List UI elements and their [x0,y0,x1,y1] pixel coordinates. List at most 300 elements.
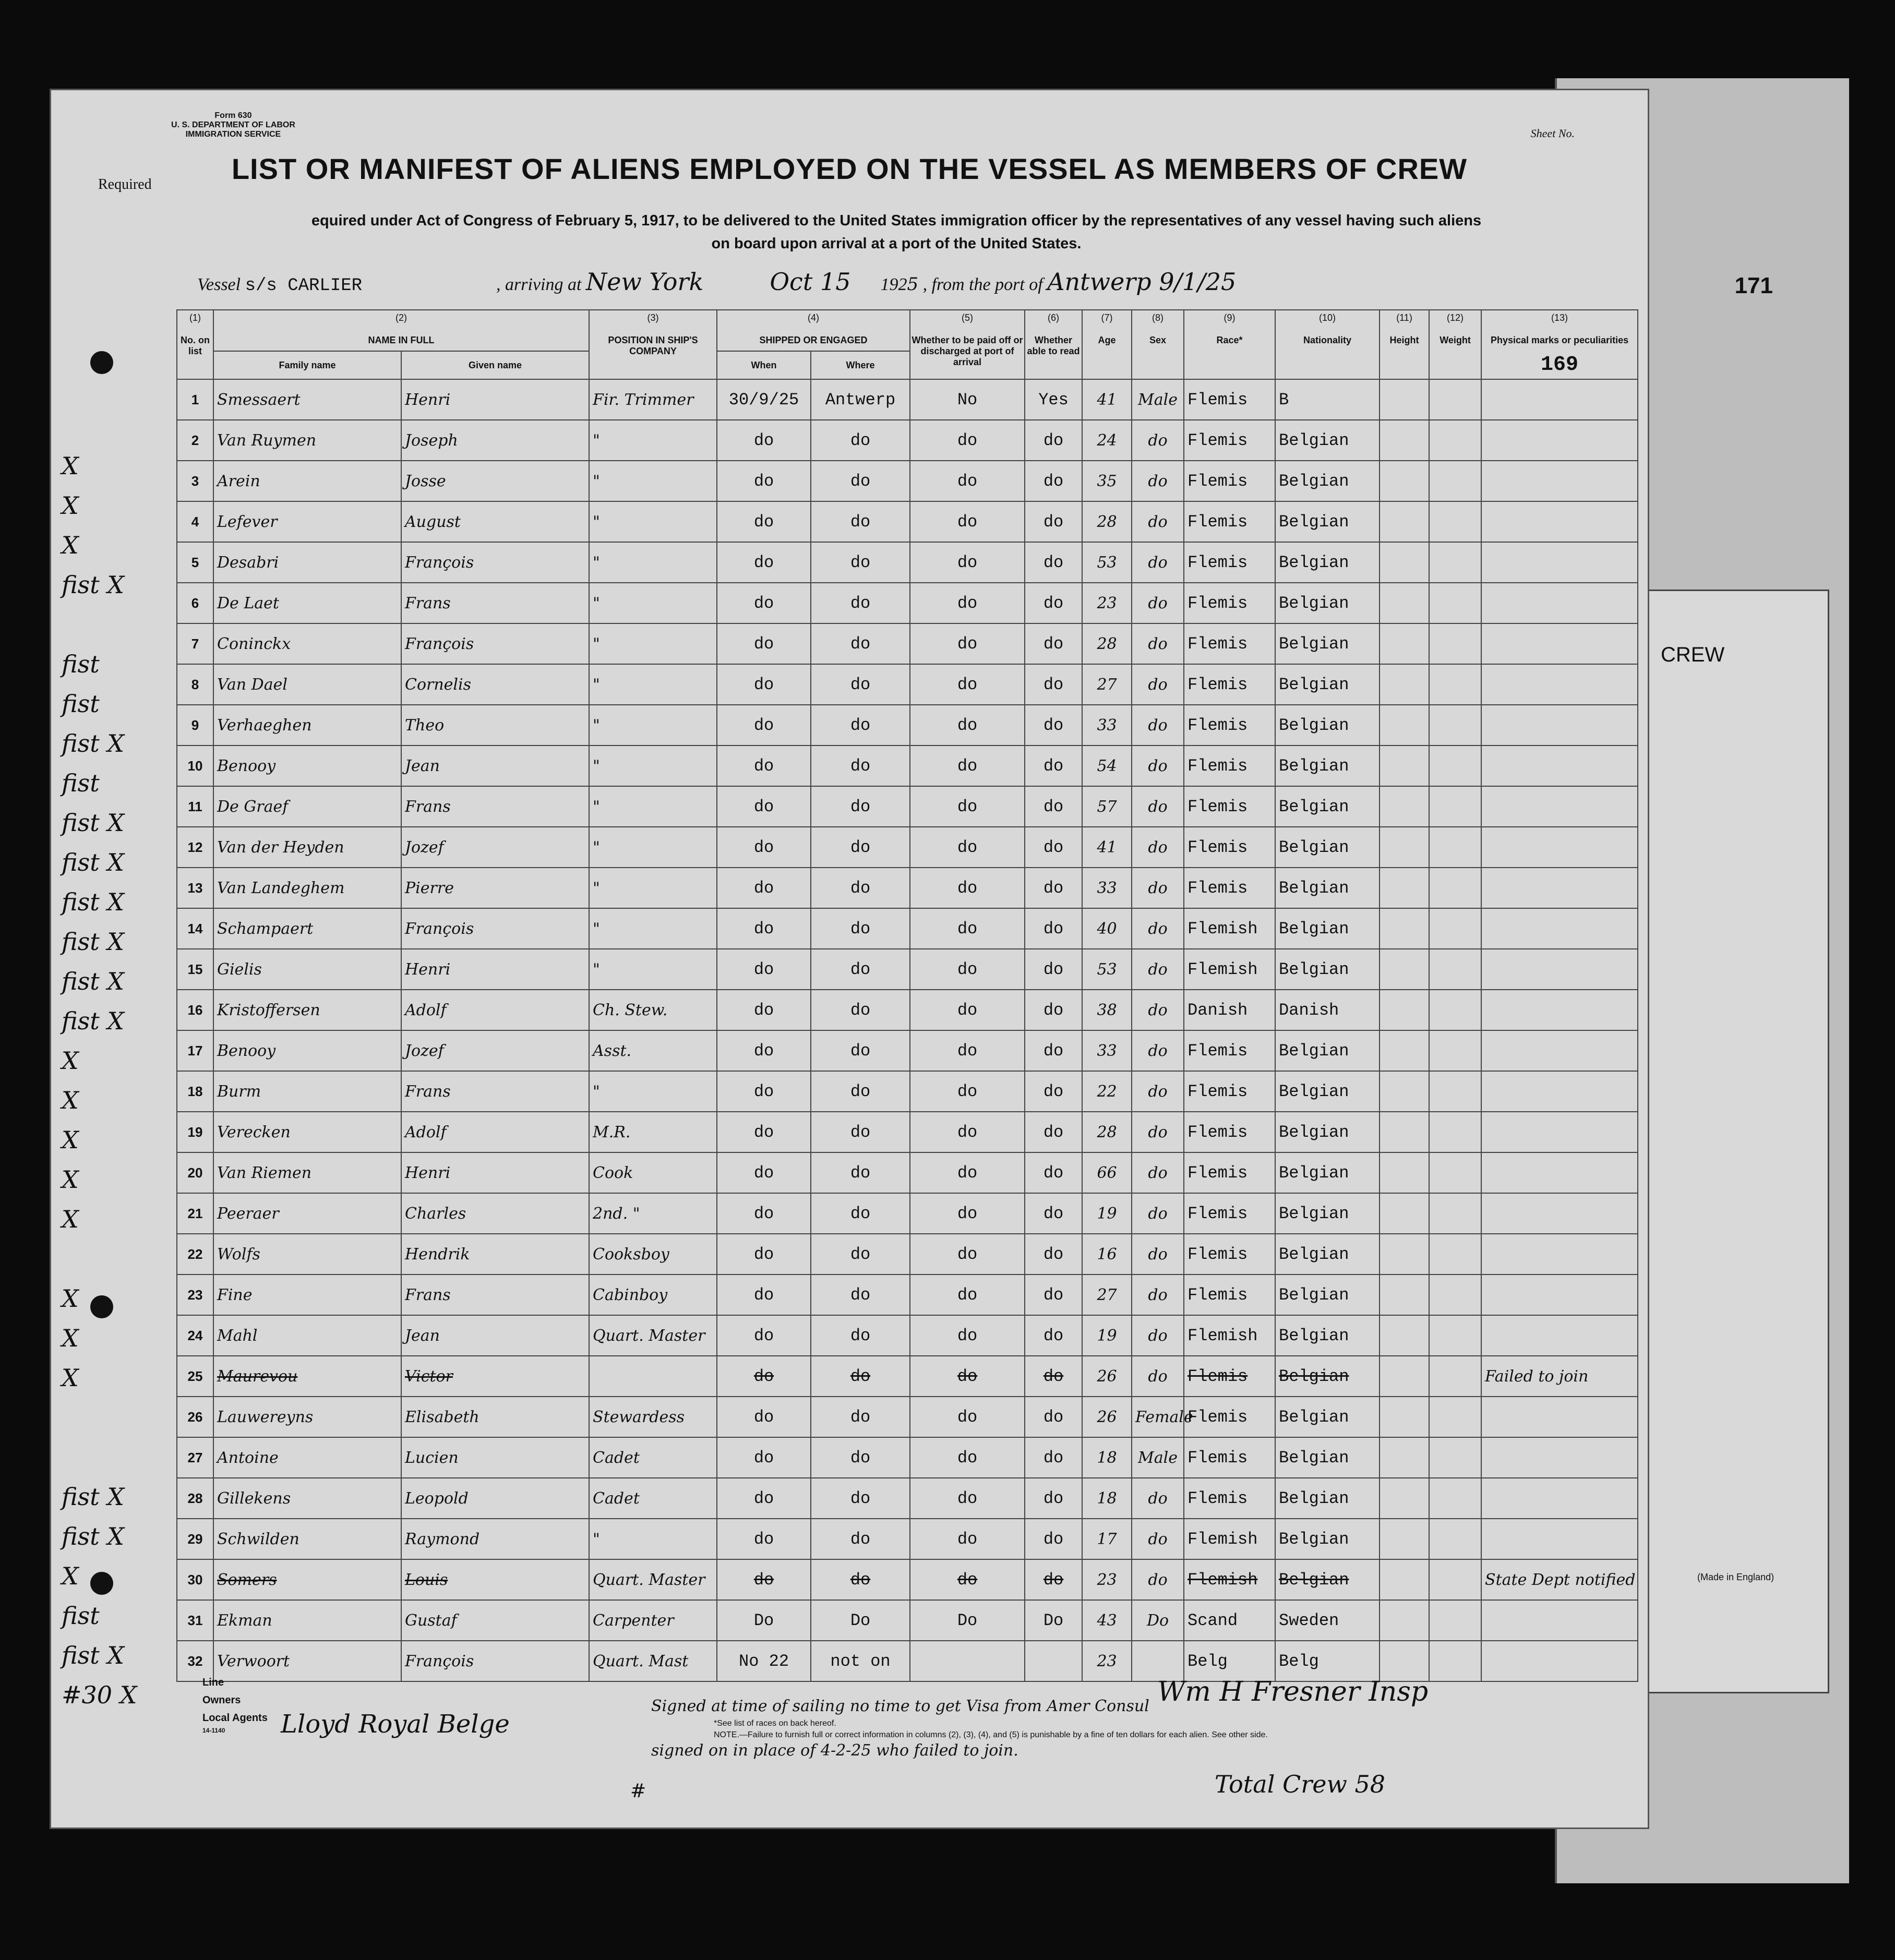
given-name-cell: Cornelis [401,664,589,705]
age-cell: 35 [1082,461,1132,501]
shipped-where-cell: do [811,827,910,868]
row-number-cell: 15 [177,949,213,990]
family-name-cell: De Laet [213,583,401,623]
age-cell: 40 [1082,908,1132,949]
shipped-when-cell: do [717,990,811,1030]
age-cell: 17 [1082,1519,1132,1559]
given-name-cell: Jozef [401,1030,589,1071]
weight-cell [1429,1641,1481,1681]
col-number: (2) [395,312,407,323]
race-cell: Flemis [1184,1234,1275,1274]
shipped-where-cell: do [811,1356,910,1397]
position-cell: " [589,461,717,501]
family-name-cell: Mahl [213,1315,401,1356]
underlay-made-label: (Made in England) [1697,1572,1774,1582]
sex-cell: do [1132,461,1184,501]
family-name-cell: Somers [213,1559,401,1600]
physical-marks-cell [1481,1112,1638,1152]
shipped-when-cell: do [717,1356,811,1397]
col-number: (5) [962,312,974,323]
shipped-where-cell: do [811,1030,910,1071]
sex-cell: Female [1132,1397,1184,1437]
margin-mark: X [62,1126,79,1154]
height-cell [1380,1559,1429,1600]
crew-row [177,379,1638,420]
sex-cell: do [1132,868,1184,908]
subtitle-line-1: equired under Act of Congress of February 5, 1917, to be delivered to the United States immigration officer by the representatives of any vessel having such aliens [311,212,1482,229]
height-cell [1380,583,1429,623]
family-name-cell: Gielis [213,949,401,990]
age-cell: 18 [1082,1478,1132,1519]
shipped-when-cell: do [717,420,811,461]
able-to-read-cell: do [1025,1559,1082,1600]
margin-mark: fist X [62,729,125,757]
family-name-cell: Van der Heyden [213,827,401,868]
arrival-port: New York [585,268,704,296]
weight-cell [1429,1071,1481,1112]
given-name-cell: Gustaf [401,1600,589,1641]
row-number-cell: 30 [177,1559,213,1600]
sex-cell: do [1132,745,1184,786]
age-cell: 24 [1082,420,1132,461]
position-cell: " [589,583,717,623]
nationality-cell: Belgian [1275,1397,1380,1437]
shipped-when-cell: do [717,664,811,705]
able-to-read-cell: do [1025,1356,1082,1397]
shipped-when-cell: do [717,623,811,664]
nationality-cell: Belgian [1275,1519,1380,1559]
shipped-where-cell: do [811,1274,910,1315]
crew-row [177,1356,1638,1397]
age-cell: 26 [1082,1397,1132,1437]
shipped-where-cell: Antwerp [811,379,910,420]
position-cell: " [589,420,717,461]
height-cell [1380,908,1429,949]
row-number-cell: 29 [177,1519,213,1559]
age-cell: 19 [1082,1315,1132,1356]
height-cell [1380,1519,1429,1559]
able-to-read-cell: Yes [1025,379,1082,420]
sex-cell: do [1132,1112,1184,1152]
position-cell: Cooksboy [589,1234,717,1274]
physical-marks-cell [1481,623,1638,664]
age-cell: 53 [1082,542,1132,583]
col-number: (12) [1447,312,1464,323]
shipped-when-cell: do [717,705,811,745]
paid-off-cell: do [910,583,1025,623]
vessel-line [197,268,1236,296]
shipped-when-cell: Do [717,1600,811,1641]
position-cell: " [589,745,717,786]
given-name-cell: Henri [401,949,589,990]
col-number: (8) [1152,312,1164,323]
paid-off-cell: do [910,1437,1025,1478]
age-cell: 23 [1082,1641,1132,1681]
col-label: No. on list [181,335,210,356]
position-cell: " [589,705,717,745]
age-cell: 22 [1082,1071,1132,1112]
weight-cell [1429,786,1481,827]
shipped-when-cell: No 22 [717,1641,811,1681]
sex-cell: do [1132,949,1184,990]
total-crew-note: Total Crew 58 [1215,1770,1385,1798]
able-to-read-cell: do [1025,461,1082,501]
weight-cell [1429,461,1481,501]
height-cell [1380,379,1429,420]
col-label: Height [1389,335,1419,345]
paid-off-cell: do [910,1193,1025,1234]
able-to-read-cell: Do [1025,1600,1082,1641]
sex-cell: do [1132,1152,1184,1193]
shipped-when-cell: do [717,1193,811,1234]
col-label: Age [1098,335,1116,345]
age-cell: 18 [1082,1437,1132,1478]
physical-marks-cell [1481,990,1638,1030]
age-cell: 41 [1082,827,1132,868]
given-name-cell: Jean [401,745,589,786]
position-cell: Cabinboy [589,1274,717,1315]
position-cell: " [589,949,717,990]
paid-off-cell: do [910,1152,1025,1193]
able-to-read-cell: do [1025,623,1082,664]
underlay-crew-label: CREW [1661,643,1725,666]
sex-cell: Male [1132,1437,1184,1478]
weight-cell [1429,1152,1481,1193]
margin-mark: fist X [62,1483,125,1511]
physical-marks-cell [1481,786,1638,827]
race-cell: Flemis [1184,623,1275,664]
row-number-cell: 3 [177,461,213,501]
year-suffix: 5 [907,274,919,295]
sex-cell: Male [1132,379,1184,420]
shipped-when-cell: do [717,1437,811,1478]
given-name-cell: Hendrik [401,1234,589,1274]
physical-marks-cell [1481,664,1638,705]
family-name-cell: Desabri [213,542,401,583]
able-to-read-cell: do [1025,542,1082,583]
able-to-read-cell: do [1025,786,1082,827]
col-height-header [1380,310,1429,379]
weight-cell [1429,1193,1481,1234]
paid-off-cell: do [910,1397,1025,1437]
given-name-cell: François [401,908,589,949]
col-sex-header [1132,310,1184,379]
shipped-where-cell: do [811,1397,910,1437]
row-number-cell: 23 [177,1274,213,1315]
race-cell: Flemish [1184,1559,1275,1600]
age-cell: 33 [1082,1030,1132,1071]
nationality-cell: Belgian [1275,420,1380,461]
sex-cell: do [1132,664,1184,705]
crew-row [177,583,1638,623]
margin-mark: X [62,531,79,559]
given-name-cell: Henri [401,379,589,420]
punch-hole [90,351,113,374]
physical-marks-cell [1481,908,1638,949]
physical-marks-cell [1481,542,1638,583]
nationality-cell: Belgian [1275,501,1380,542]
shipped-when-cell: do [717,461,811,501]
given-name-cell: François [401,623,589,664]
form-code: 14-1140 [202,1727,225,1734]
position-cell: " [589,542,717,583]
paid-off-cell: do [910,908,1025,949]
given-name-cell: Frans [401,1071,589,1112]
crew-row [177,420,1638,461]
footnote [714,1718,1522,1741]
sex-cell: do [1132,705,1184,745]
shipped-where-cell: do [811,542,910,583]
shipped-where-cell: do [811,1071,910,1112]
margin-mark: X [62,1165,79,1194]
weight-cell [1429,501,1481,542]
crew-table-wrapper [176,309,1637,1671]
shipped-where-cell: do [811,949,910,990]
height-cell [1380,745,1429,786]
nationality-cell: Belgian [1275,1437,1380,1478]
physical-marks-cell [1481,1315,1638,1356]
race-cell: Flemis [1184,1152,1275,1193]
inspector-signature: Wm H Fresner Insp [1157,1676,1429,1708]
family-name-cell: Antoine [213,1437,401,1478]
manifest-subtitle [218,209,1575,255]
physical-marks-cell: State Dept notified [1481,1559,1638,1600]
punch-hole [90,1295,113,1318]
sex-cell: do [1132,1478,1184,1519]
weight-cell [1429,868,1481,908]
shipped-where-cell: do [811,1315,910,1356]
age-cell: 23 [1082,583,1132,623]
col-label: Whether to be paid off or discharged at port of arrival [911,335,1023,367]
physical-marks-cell [1481,583,1638,623]
race-cell: Belg [1184,1641,1275,1681]
crew-row [177,1397,1638,1437]
crew-row [177,1234,1638,1274]
col-label: Whether able to read [1027,335,1080,356]
sex-cell: do [1132,1193,1184,1234]
shipped-when-cell: do [717,868,811,908]
position-cell: " [589,827,717,868]
paid-off-cell: do [910,420,1025,461]
height-cell [1380,461,1429,501]
family-name-cell: Coninckx [213,623,401,664]
paid-off-cell: Do [910,1600,1025,1641]
fine-note: NOTE.—Failure to furnish full or correct information in columns (2), (3), (4), and (5) is punishable by a fine of ten dollars for each alien. See other side. [714,1730,1268,1739]
col-number: (6) [1048,312,1060,323]
row-number-cell: 8 [177,664,213,705]
col-number: (11) [1396,312,1412,323]
shipped-where-cell: do [811,420,910,461]
sex-cell: do [1132,1234,1184,1274]
height-cell [1380,501,1429,542]
shipped-when-cell: do [717,1030,811,1071]
given-name-header: Given name [401,351,589,379]
given-name-cell: Frans [401,786,589,827]
row-number-cell: 10 [177,745,213,786]
row-number-cell: 21 [177,1193,213,1234]
given-name-cell: Joseph [401,420,589,461]
race-cell: Flemis [1184,1356,1275,1397]
position-cell: " [589,1519,717,1559]
col-race-header [1184,310,1275,379]
when-header: When [717,351,811,379]
sex-cell: do [1132,1071,1184,1112]
given-name-cell: Frans [401,583,589,623]
age-cell: 33 [1082,705,1132,745]
row-number-cell: 5 [177,542,213,583]
margin-mark: fist X [62,809,125,837]
margin-mark: fist [62,690,100,718]
shipped-when-cell: do [717,1274,811,1315]
race-cell: Flemis [1184,542,1275,583]
position-cell: Cadet [589,1478,717,1519]
margin-mark: X [62,1324,79,1352]
crew-row [177,1315,1638,1356]
height-cell [1380,1193,1429,1234]
sheet-number-label: Sheet No. [1530,127,1575,140]
physical-marks-cell [1481,1274,1638,1315]
position-cell: Cadet [589,1437,717,1478]
height-cell [1380,542,1429,583]
weight-cell [1429,1437,1481,1478]
weight-cell [1429,1234,1481,1274]
height-cell [1380,1152,1429,1193]
col-number: (7) [1101,312,1113,323]
sex-cell: do [1132,827,1184,868]
paid-off-cell: do [910,623,1025,664]
col-number: (9) [1224,312,1236,323]
given-name-cell: Jozef [401,827,589,868]
margin-mark: X [62,1284,79,1313]
given-name-cell: Lucien [401,1437,589,1478]
margin-mark: fist X [62,1007,125,1035]
margin-mark: fist X [62,888,125,916]
table-header-row [177,310,1638,351]
sex-cell: do [1132,542,1184,583]
nationality-cell: Belgian [1275,1274,1380,1315]
position-cell: M.R. [589,1112,717,1152]
sex-cell: do [1132,623,1184,664]
paid-off-cell: do [910,868,1025,908]
paid-off-cell: do [910,664,1025,705]
shipped-when-cell: do [717,1112,811,1152]
able-to-read-cell: do [1025,1437,1082,1478]
position-cell: Quart. Mast [589,1641,717,1681]
shipped-when-cell: do [717,949,811,990]
family-name-cell: Benooy [213,1030,401,1071]
sex-cell: do [1132,786,1184,827]
row-number-cell: 7 [177,623,213,664]
given-name-cell: August [401,501,589,542]
shipped-when-cell: do [717,1315,811,1356]
height-cell [1380,1600,1429,1641]
able-to-read-cell: do [1025,420,1082,461]
able-to-read-cell: do [1025,1397,1082,1437]
age-cell: 28 [1082,623,1132,664]
races-note: *See list of races on back hereof. [714,1719,836,1728]
col-number: (4) [808,312,820,323]
family-name-cell: Van Riemen [213,1152,401,1193]
able-to-read-cell: do [1025,1315,1082,1356]
family-name-cell: Van Landeghem [213,868,401,908]
sex-cell: do [1132,1315,1184,1356]
race-cell: Flemish [1184,1519,1275,1559]
race-cell: Flemis [1184,664,1275,705]
form-header [171,111,295,139]
able-to-read-cell: do [1025,1274,1082,1315]
family-name-cell: Smessaert [213,379,401,420]
family-name-cell: Lauwereyns [213,1397,401,1437]
height-cell [1380,623,1429,664]
race-cell: Flemish [1184,1315,1275,1356]
given-name-cell: Leopold [401,1478,589,1519]
crew-row [177,461,1638,501]
nationality-cell: Belgian [1275,949,1380,990]
height-cell [1380,1356,1429,1397]
shipped-when-cell: do [717,1152,811,1193]
shipped-when-cell: do [717,1559,811,1600]
able-to-read-cell: do [1025,705,1082,745]
sex-cell: do [1132,583,1184,623]
given-name-cell: François [401,1641,589,1681]
col-number: (13) [1551,312,1568,323]
given-name-cell: Louis [401,1559,589,1600]
family-name-cell: Schampaert [213,908,401,949]
shipped-where-cell: not on [811,1641,910,1681]
race-cell: Flemis [1184,745,1275,786]
race-cell: Flemis [1184,868,1275,908]
manifest-title: LIST OR MANIFEST OF ALIENS EMPLOYED ON THE VESSEL AS MEMBERS OF CREW [231,152,1468,185]
physical-marks-cell [1481,420,1638,461]
nationality-cell: Belgian [1275,908,1380,949]
race-cell: Flemis [1184,1193,1275,1234]
nationality-cell: Belgian [1275,1356,1380,1397]
weight-cell [1429,623,1481,664]
physical-marks-cell [1481,501,1638,542]
paid-off-cell: do [910,542,1025,583]
nationality-cell: Belgian [1275,1234,1380,1274]
row-number-cell: 24 [177,1315,213,1356]
family-name-cell: Fine [213,1274,401,1315]
family-name-cell: Van Ruymen [213,420,401,461]
sex-cell: do [1132,908,1184,949]
sex-cell: do [1132,1519,1184,1559]
weight-cell [1429,1356,1481,1397]
shipped-when-cell: do [717,1519,811,1559]
nationality-cell: Belgian [1275,868,1380,908]
physical-marks-cell [1481,1152,1638,1193]
family-name-cell: Kristoffersen [213,990,401,1030]
race-cell: Flemis [1184,1274,1275,1315]
owners-signature: Lloyd Royal Belge [281,1710,510,1739]
given-name-cell: Adolf [401,990,589,1030]
position-cell: " [589,623,717,664]
family-name-cell: Verecken [213,1112,401,1152]
height-cell [1380,786,1429,827]
line-label: Line [202,1677,224,1688]
row-number-cell: 28 [177,1478,213,1519]
shipped-where-cell: do [811,990,910,1030]
paid-off-cell: do [910,461,1025,501]
able-to-read-cell: do [1025,949,1082,990]
race-cell: Flemish [1184,908,1275,949]
race-cell: Flemis [1184,501,1275,542]
height-cell [1380,1397,1429,1437]
physical-marks-cell [1481,1519,1638,1559]
paid-off-cell: do [910,1274,1025,1315]
nationality-cell: Belgian [1275,1478,1380,1519]
able-to-read-cell: do [1025,1478,1082,1519]
